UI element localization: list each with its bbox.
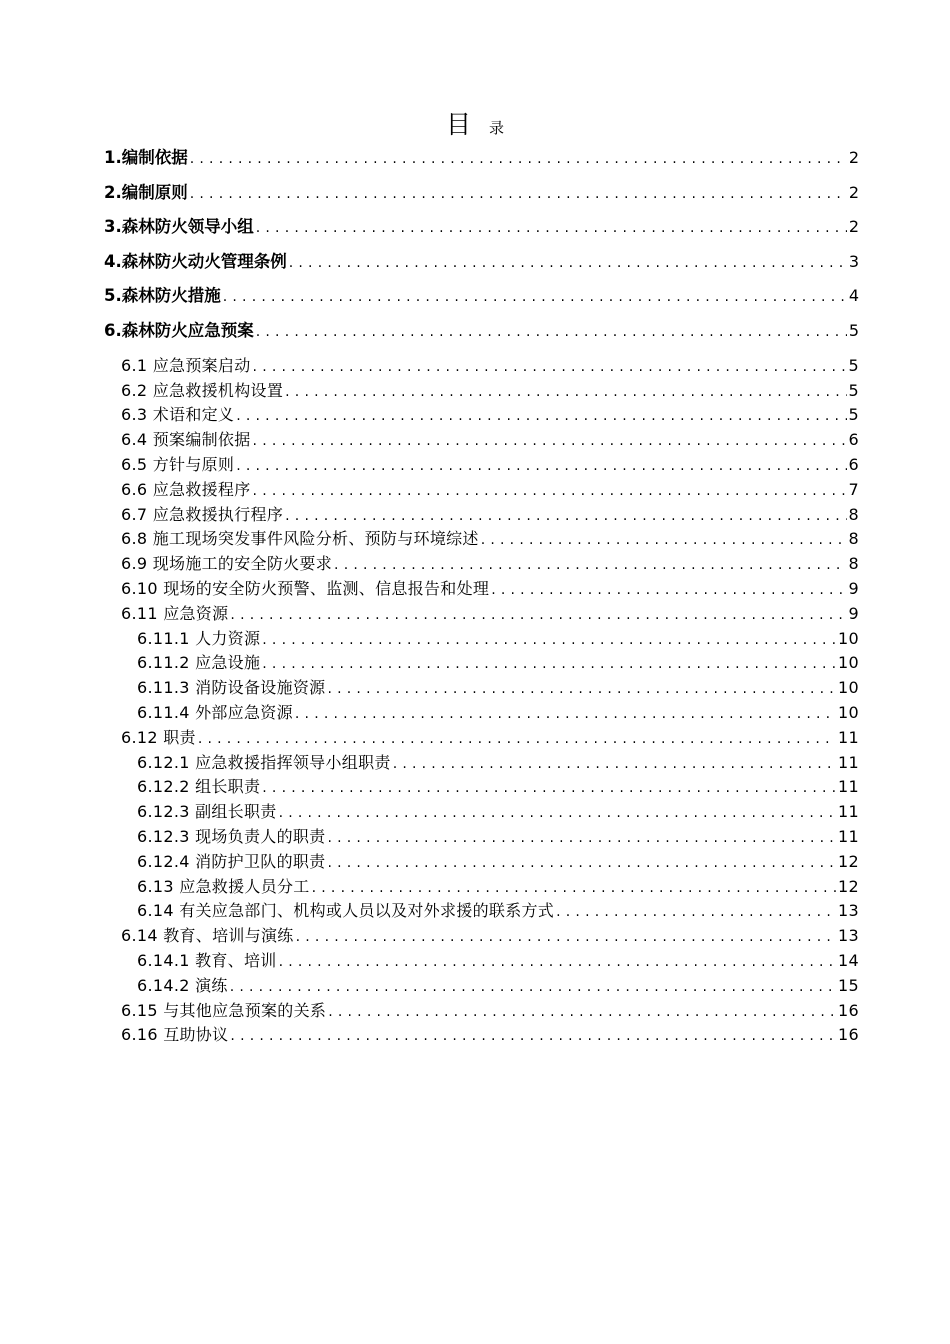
toc-entry-label: 6.12.4 消防护卫队的职责: [137, 852, 326, 871]
toc-entry-label: 6.2 应急救援机构设置: [121, 381, 284, 400]
toc-entry-page: 10: [838, 653, 859, 672]
toc-entry-label: 6.14.1 教育、培训: [137, 951, 277, 970]
leader-dots: [253, 480, 847, 502]
toc-entry[interactable]: [121, 454, 859, 476]
toc-entry[interactable]: [137, 950, 859, 972]
toc-entry[interactable]: [104, 181, 859, 205]
toc-entry-page: 12: [838, 852, 859, 871]
toc-entry[interactable]: [121, 1000, 859, 1022]
toc-entry-page: 9: [848, 579, 859, 598]
toc-entry-page: 15: [838, 976, 859, 995]
toc-title-main: 目: [445, 110, 471, 139]
leader-dots: [190, 182, 847, 206]
toc-entry-label: 6.6 应急救援程序: [121, 480, 251, 499]
toc-entry-page: 11: [838, 753, 859, 772]
toc-entry[interactable]: [137, 876, 859, 898]
leader-dots: [312, 877, 836, 899]
toc-entry-label: 6.14.2 演练: [137, 976, 228, 995]
leader-dots: [481, 529, 847, 551]
toc-entry-label: 6.12.3 副组长职责: [137, 802, 277, 821]
toc-entry-label: 6.11 应急资源: [121, 604, 229, 623]
toc-entry[interactable]: [121, 553, 859, 575]
toc-entry-label: 6.10 现场的安全防火预警、监测、信息报告和处理: [121, 579, 490, 598]
toc-entry-page: 2: [848, 183, 859, 202]
toc-entry[interactable]: [104, 146, 859, 170]
toc-entry[interactable]: [121, 355, 859, 377]
toc-entry[interactable]: [137, 652, 859, 674]
toc-entry-page: 11: [838, 802, 859, 821]
toc-entry[interactable]: [121, 528, 859, 550]
toc-entry-page: 16: [838, 1025, 859, 1044]
toc-entry-label: 6.12.3 现场负责人的职责: [137, 827, 326, 846]
toc-entry-page: 5: [848, 405, 859, 424]
toc-entry[interactable]: [104, 250, 859, 274]
leader-dots: [236, 405, 846, 427]
toc-entry-label: 6.4 预案编制依据: [121, 430, 251, 449]
toc-entry-page: 5: [848, 356, 859, 375]
toc-entry-label: 6.13 应急救援人员分工: [137, 877, 310, 896]
toc-entry-label: 6.12.1 应急救援指挥领导小组职责: [137, 753, 391, 772]
toc-entry-label: 6.11.2 应急设施: [137, 653, 261, 672]
toc-entry-page: 6: [848, 430, 859, 449]
toc-entry[interactable]: [137, 752, 859, 774]
leader-dots: [296, 926, 836, 948]
toc-entry[interactable]: [137, 975, 859, 997]
toc-entry[interactable]: [137, 851, 859, 873]
toc-entry-label: 6.14 有关应急部门、机构或人员以及对外求援的联系方式: [137, 901, 555, 920]
toc-entry-label: 6.5 方针与原则: [121, 455, 235, 474]
toc-title-sub: 录: [489, 119, 505, 137]
toc-entry[interactable]: [104, 284, 859, 308]
toc-entry[interactable]: [137, 677, 859, 699]
toc-entry-label: 6.9 现场施工的安全防火要求: [121, 554, 333, 573]
toc-entry-page: 3: [848, 252, 859, 271]
toc-entry-label: 6.12.2 组长职责: [137, 777, 261, 796]
toc-entry[interactable]: [137, 702, 859, 724]
leader-dots: [334, 554, 846, 576]
leader-dots: [262, 777, 836, 799]
leader-dots: [262, 629, 836, 651]
toc-entry-page: 11: [838, 777, 859, 796]
leader-dots: [295, 703, 836, 725]
leader-dots: [256, 216, 847, 240]
toc-entry-label: 6.11.1 人力资源: [137, 629, 261, 648]
toc-title: [0, 108, 950, 142]
toc-entry-page: 16: [838, 1001, 859, 1020]
toc-entry-page: 11: [838, 728, 859, 747]
leader-dots: [491, 579, 846, 601]
toc-entry[interactable]: [104, 319, 859, 343]
toc-entry-page: 5: [848, 381, 859, 400]
toc-entry[interactable]: [137, 801, 859, 823]
toc-entry-page: 10: [838, 629, 859, 648]
leader-dots: [253, 356, 847, 378]
leader-dots: [327, 678, 836, 700]
toc-entry-label: 6.7 应急救援执行程序: [121, 505, 284, 524]
toc-entry-label: 1.编制依据: [104, 148, 188, 167]
toc-entry[interactable]: [137, 628, 859, 650]
toc-entry[interactable]: [121, 603, 859, 625]
toc-entry-page: 8: [848, 529, 859, 548]
leader-dots: [253, 430, 847, 452]
leader-dots: [262, 653, 836, 675]
toc-entry[interactable]: [121, 925, 859, 947]
toc-entry-label: 6.8 施工现场突发事件风险分析、预防与环境综述: [121, 529, 479, 548]
toc-entry[interactable]: [121, 404, 859, 426]
toc-entry[interactable]: [121, 479, 859, 501]
toc-entry-label: 6.1 应急预案启动: [121, 356, 251, 375]
toc-entry-label: 4.森林防火动火管理条例: [104, 252, 287, 271]
toc-entry[interactable]: [137, 776, 859, 798]
toc-entry-label: 6.14 教育、培训与演练: [121, 926, 294, 945]
toc-entry-page: 10: [838, 703, 859, 722]
leader-dots: [223, 285, 847, 309]
leader-dots: [190, 147, 847, 171]
toc-entry[interactable]: [121, 429, 859, 451]
toc-entry-label: 6.16 互助协议: [121, 1025, 229, 1044]
toc-entry-page: 13: [838, 901, 859, 920]
toc-entry-page: 5: [848, 321, 859, 340]
toc-entry-label: 6.11.4 外部应急资源: [137, 703, 293, 722]
leader-dots: [285, 505, 846, 527]
leader-dots: [393, 753, 836, 775]
leader-dots: [230, 1025, 836, 1047]
toc-entry[interactable]: [121, 380, 859, 402]
toc-entry-label: 6.3 术语和定义: [121, 405, 235, 424]
leader-dots: [230, 604, 846, 626]
toc-entry-label: 6.11.3 消防设备设施资源: [137, 678, 326, 697]
toc-entry-label: 3.森林防火领导小组: [104, 217, 254, 236]
leader-dots: [230, 976, 836, 998]
toc-entry[interactable]: [121, 504, 859, 526]
toc-entry-page: 8: [848, 505, 859, 524]
toc-entry-label: 6.森林防火应急预案: [104, 321, 254, 340]
toc-entry[interactable]: [121, 578, 859, 600]
toc-entry-page: 10: [838, 678, 859, 697]
leader-dots: [327, 852, 836, 874]
toc-entry-page: 12: [838, 877, 859, 896]
toc-entry-page: 8: [848, 554, 859, 573]
toc-entry-label: 6.12 职责: [121, 728, 196, 747]
toc-entry-label: 5.森林防火措施: [104, 286, 221, 305]
toc-entry-page: 14: [838, 951, 859, 970]
toc-entry[interactable]: [137, 900, 859, 922]
toc-entry-label: 6.15 与其他应急预案的关系: [121, 1001, 327, 1020]
toc-entry[interactable]: [121, 1024, 859, 1046]
toc-entry[interactable]: [121, 727, 859, 749]
toc-entry-page: 2: [848, 148, 859, 167]
leader-dots: [327, 827, 836, 849]
toc-entry-page: 4: [848, 286, 859, 305]
leader-dots: [285, 381, 846, 403]
leader-dots: [279, 951, 836, 973]
leader-dots: [328, 1001, 836, 1023]
leader-dots: [556, 901, 836, 923]
toc-entry-label: 2.编制原则: [104, 183, 188, 202]
toc-entry-page: 9: [848, 604, 859, 623]
leader-dots: [279, 802, 836, 824]
leader-dots: [289, 251, 847, 275]
toc-entry[interactable]: [137, 826, 859, 848]
leader-dots: [236, 455, 846, 477]
leader-dots: [256, 320, 847, 344]
toc-entry-page: 6: [848, 455, 859, 474]
toc-entry-page: 11: [838, 827, 859, 846]
toc-entry[interactable]: [104, 215, 859, 239]
toc-entry-page: 7: [848, 480, 859, 499]
toc-entry-page: 2: [848, 217, 859, 236]
toc-entry-page: 13: [838, 926, 859, 945]
leader-dots: [198, 728, 836, 750]
